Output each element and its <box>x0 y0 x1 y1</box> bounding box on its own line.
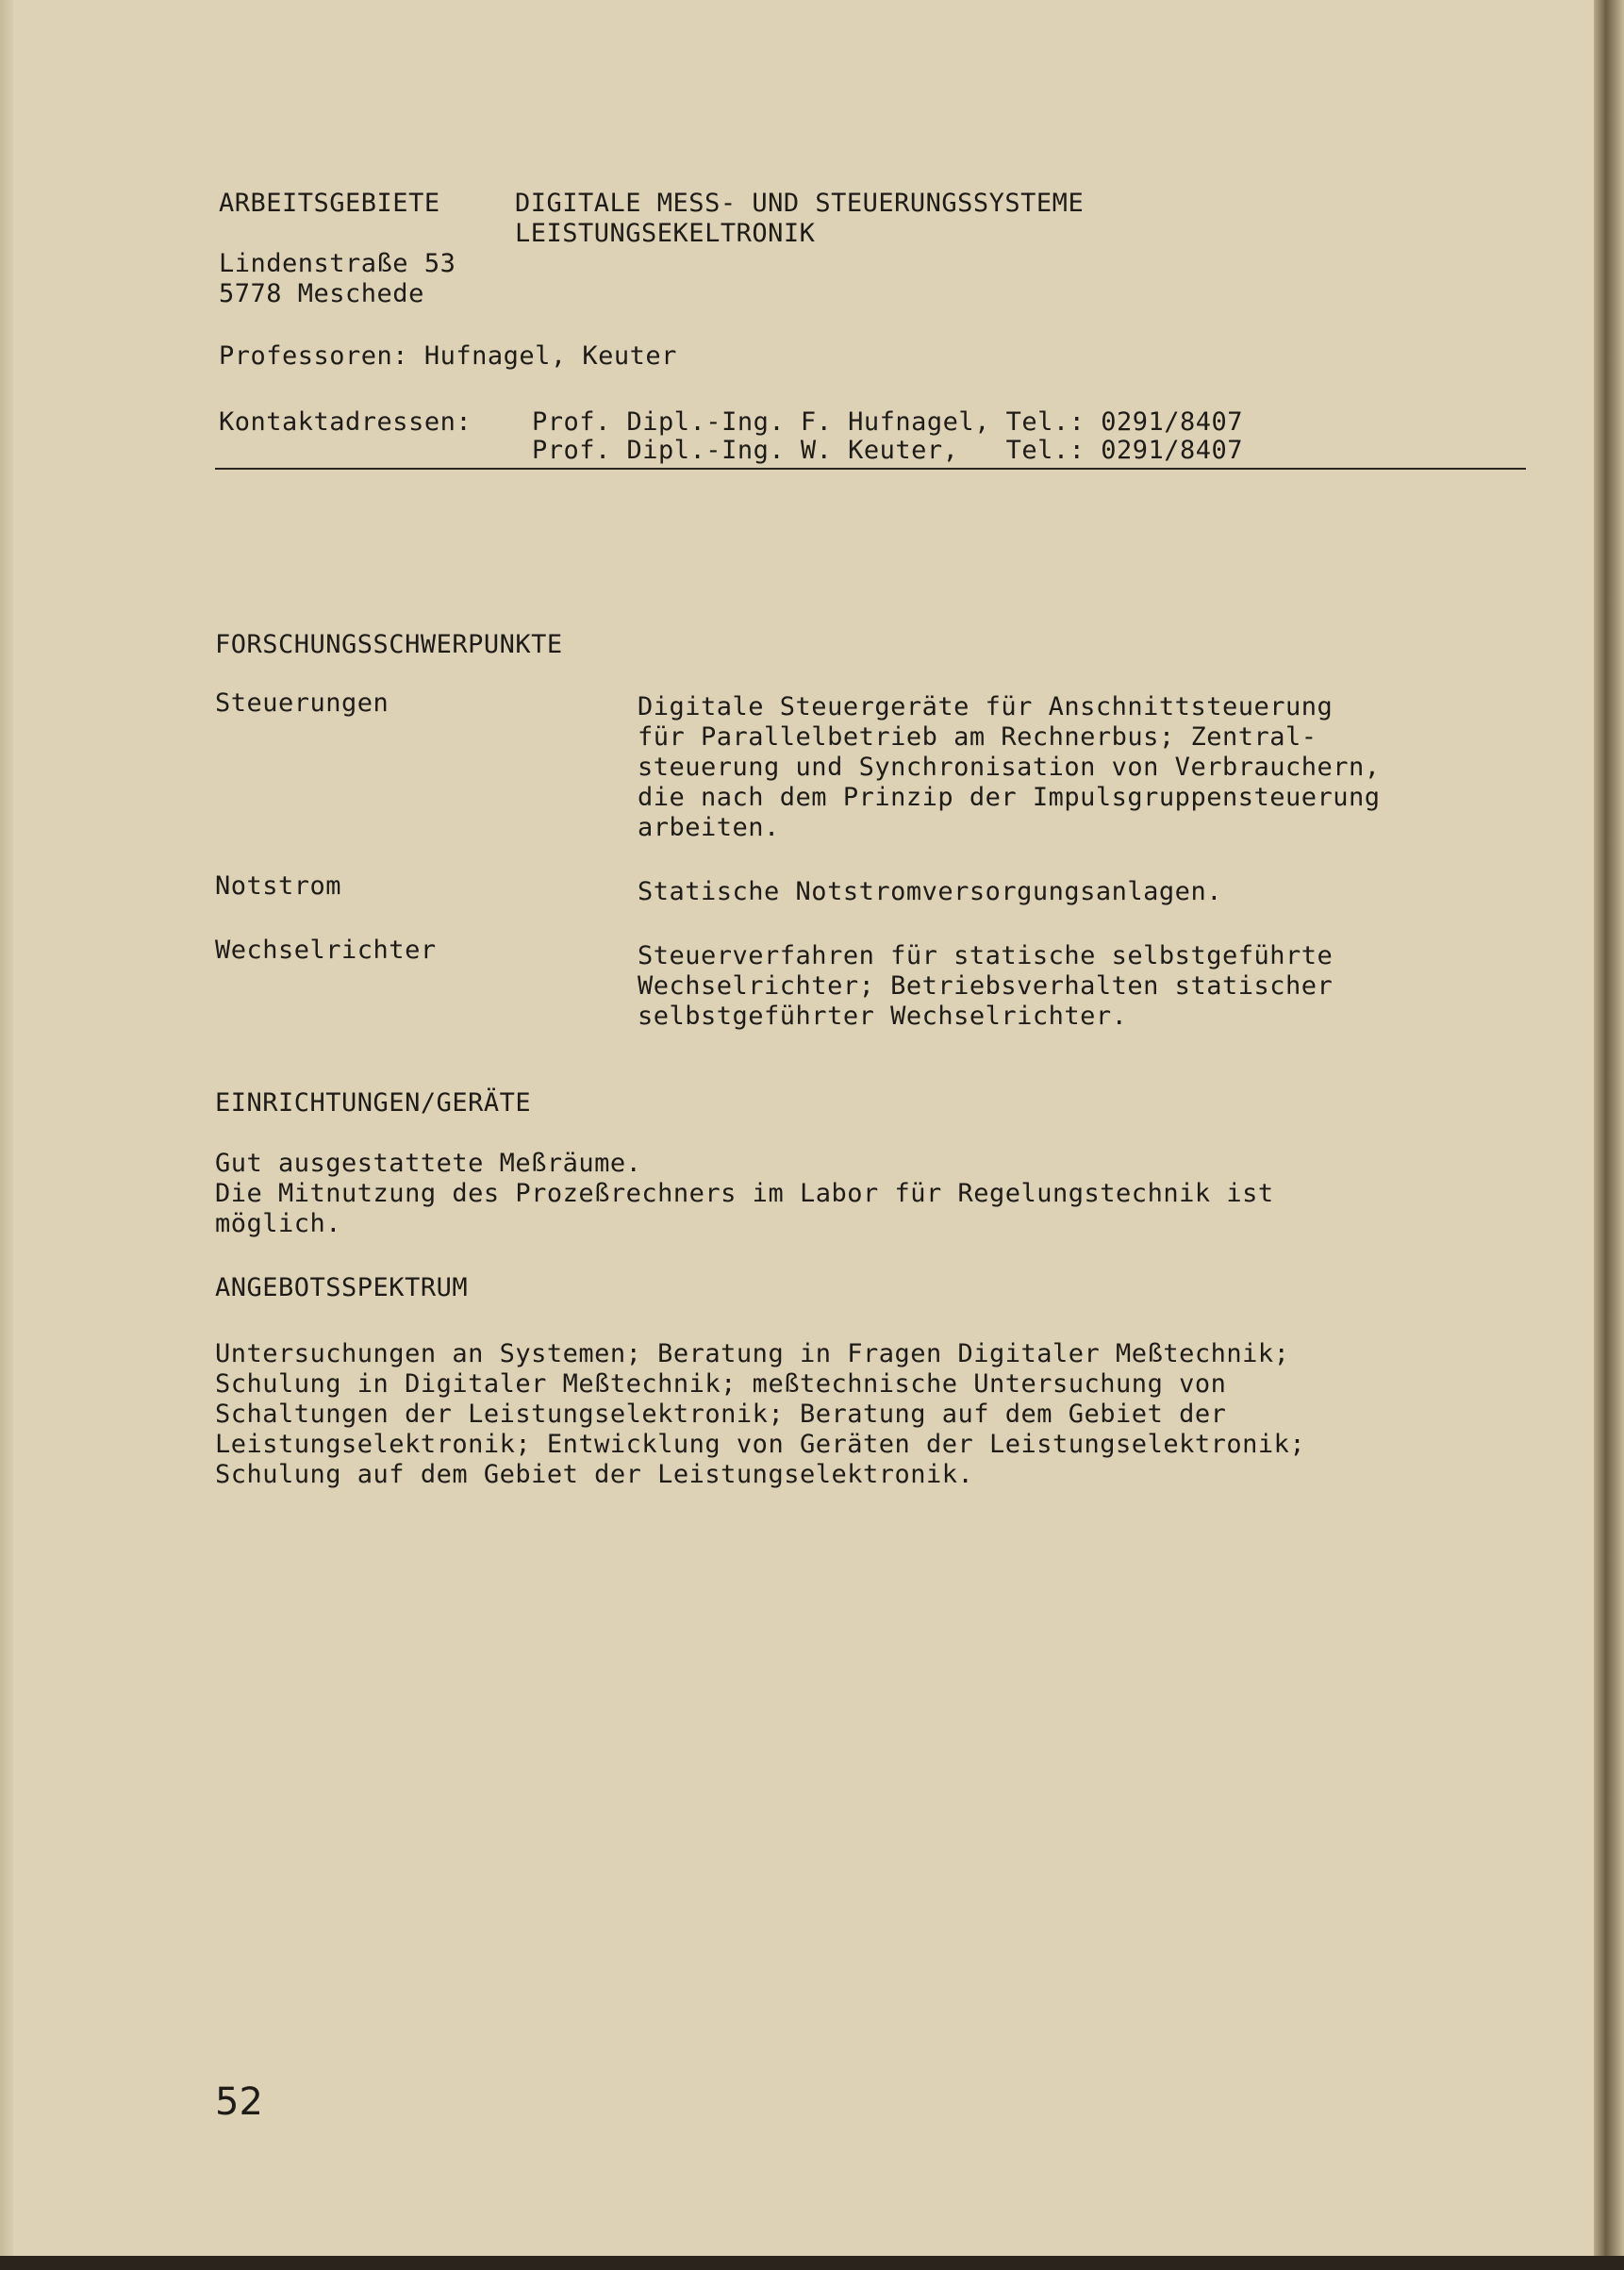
area-power-electronics: LEISTUNGSEKELTRONIK <box>515 219 816 248</box>
book-spine <box>1594 0 1624 2270</box>
equipment-heading: EINRICHTUNGEN/GERÄTE <box>215 1088 532 1118</box>
research-text-notstrom: Statische Notstromversorgungsanlagen. <box>638 877 1222 906</box>
address-street: Lindenstraße 53 <box>219 249 456 278</box>
offer-text: Untersuchungen an Systemen; Beratung in Fragen Digitaler Meßtechnik; Schulung in Digitaler Meßtechnik; meßtechnische Untersuchung von Schaltungen der Leistungselektronik; Beratung auf dem Gebiet der Leistungselektronik; Entwicklung von Geräten der Leistungselektronik; Schulung auf dem Gebiet der Leistungselektronik. <box>215 1339 1306 1489</box>
research-text-steuerungen: Digitale Steuergeräte für Anschnittsteuerung für Parallelbetrieb am Rechnerbus; Zentral- steuerung und Synchronisation von Verbrauchern, die nach dem Prinzip der Impulsgruppensteuerung arbeiten. <box>638 692 1381 842</box>
equipment-text: Gut ausgestattete Meßräume. Die Mitnutzung des Prozeßrechners im Labor für Regelungstechnik ist möglich. <box>215 1149 1274 1238</box>
research-term-wechselrichter: Wechselrichter <box>215 936 437 965</box>
contact-hufnagel: Prof. Dipl.-Ing. F. Hufnagel, Tel.: 0291/8407 <box>532 407 1243 437</box>
research-heading: FORSCHUNGSSCHWERPUNKTE <box>215 630 563 659</box>
research-term-steuerungen: Steuerungen <box>215 688 389 718</box>
address-city: 5778 Meschede <box>219 279 424 308</box>
area-digital-systems: DIGITALE MESS- UND STEUERUNGSSYSTEME <box>515 189 1085 218</box>
research-text-wechselrichter: Steuerverfahren für statische selbstgeführte Wechselrichter; Betriebsverhalten statischer selbstgeführter Wechselrichter. <box>638 941 1334 1031</box>
professors-line: Professoren: Hufnagel, Keuter <box>219 341 677 371</box>
research-term-notstrom: Notstrom <box>215 871 342 901</box>
areas-label: ARBEITSGEBIETE <box>219 189 440 218</box>
contact-keuter: Prof. Dipl.-Ing. W. Keuter, Tel.: 0291/8407 <box>532 436 1243 465</box>
page-number: 52 <box>215 2080 263 2124</box>
document-page <box>13 0 1598 2256</box>
page-bottom-edge <box>0 2256 1624 2270</box>
contacts-label: Kontaktadressen: <box>219 407 472 437</box>
offer-heading: ANGEBOTSSPEKTRUM <box>215 1273 469 1302</box>
page-left-edge <box>0 0 13 2270</box>
header-underline <box>215 468 1526 470</box>
